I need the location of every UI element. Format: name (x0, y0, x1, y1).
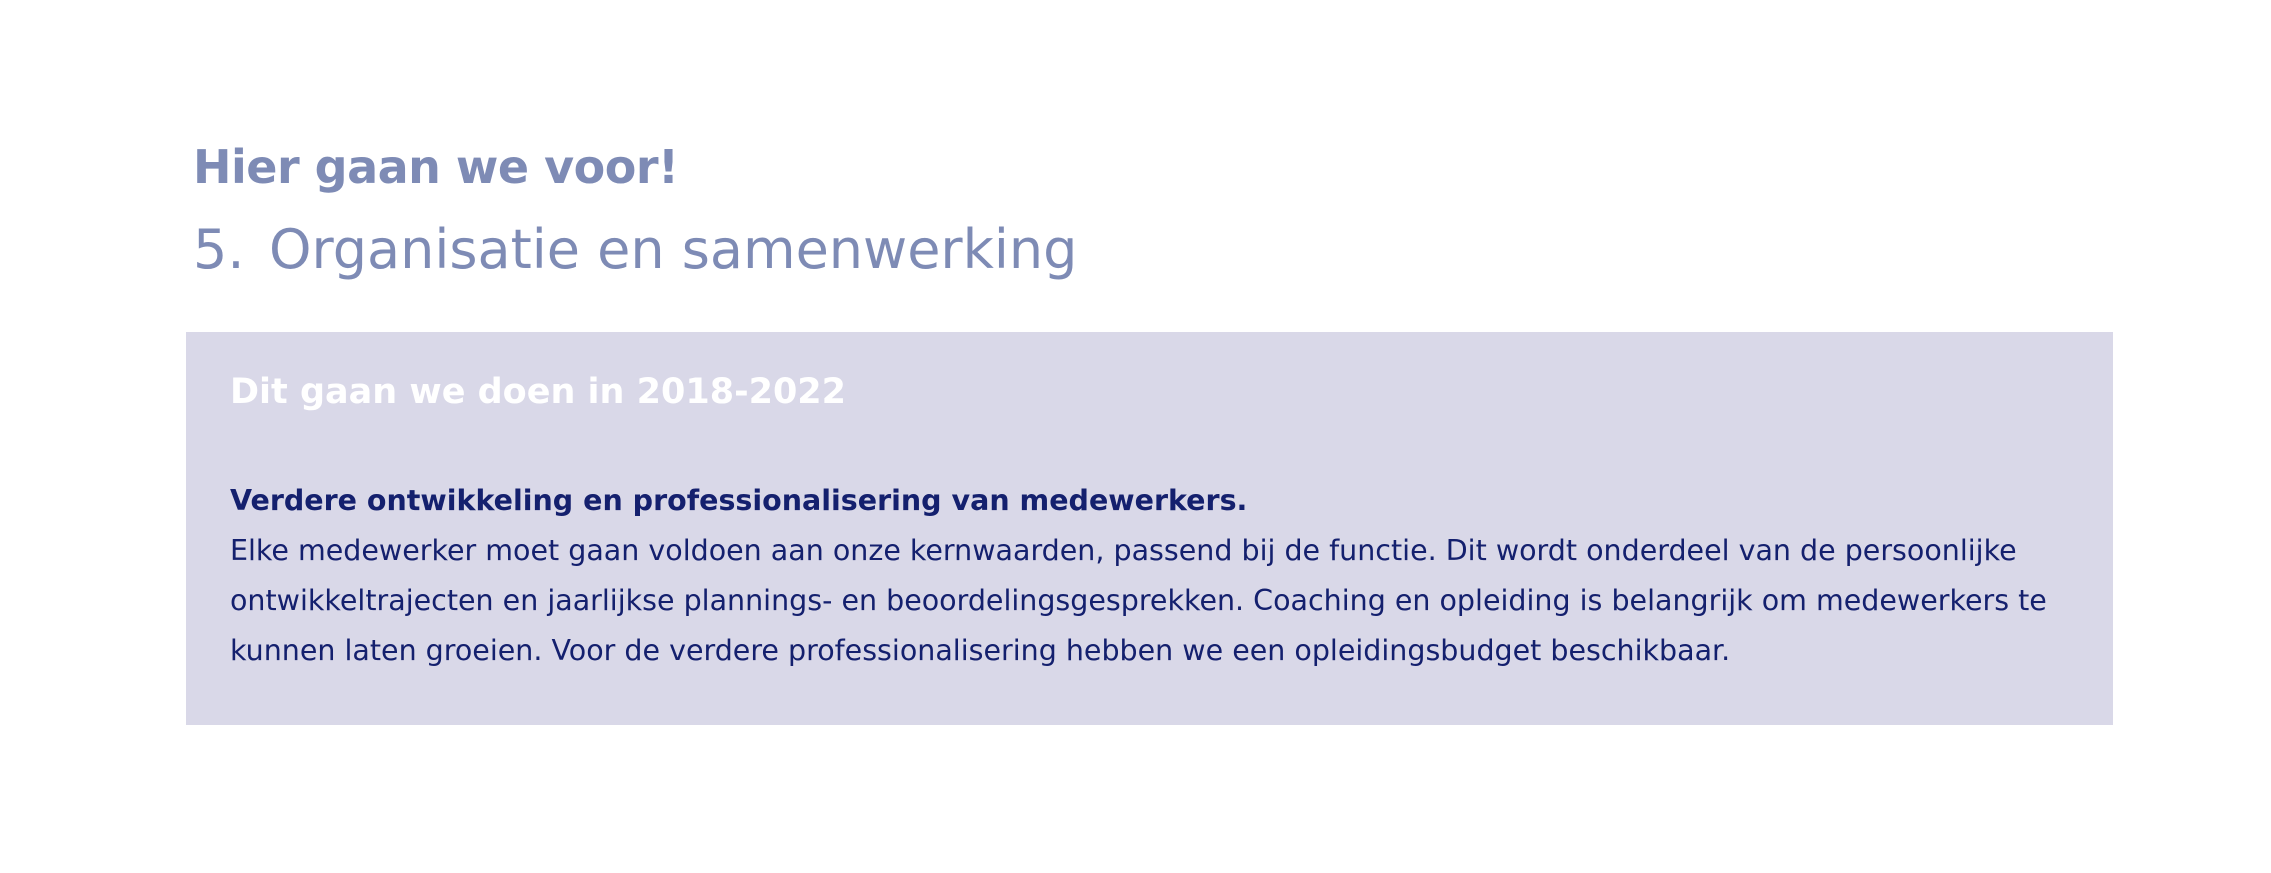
page-kicker: Hier gaan we voor! (193, 140, 679, 194)
section-title (193, 218, 1077, 281)
panel-paragraph: Elke medewerker moet gaan voldoen aan onze kernwaarden, passend bij de functie. Dit wordt onderdeel van de persoonlijke ontwikkeltrajecten en jaarlijkse plannings- en beoordelingsgesprekken. Coaching en opleiding is belangrijk om medewerkers te kunnen laten groeien. Voor de verdere professionalisering hebben we een opleidingsbudget beschikbaar. (230, 534, 2047, 667)
section-number: 5. (193, 218, 245, 281)
panel-lead: Verdere ontwikkeling en professionalisering van medewerkers. (230, 484, 1248, 517)
panel-heading: Dit gaan we doen in 2018-2022 (230, 372, 847, 412)
panel-body (230, 476, 2070, 676)
plan-panel (186, 332, 2113, 725)
section-title-text: Organisatie en samenwerking (269, 218, 1078, 281)
